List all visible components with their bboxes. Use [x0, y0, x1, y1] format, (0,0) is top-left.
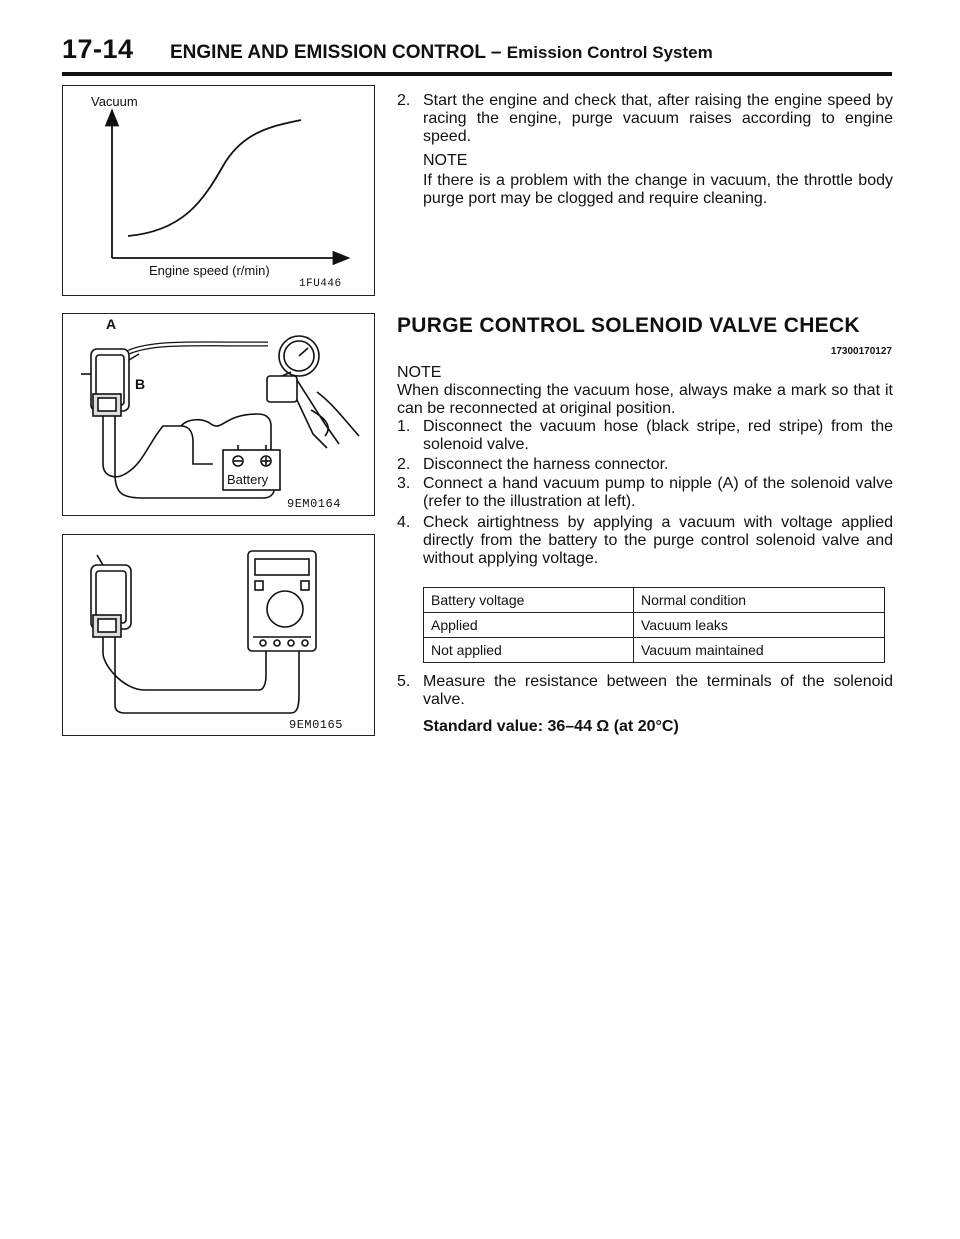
standard-value: Standard value: 36–44 Ω (at 20°C): [423, 718, 679, 735]
vacuum-curve: [128, 120, 301, 236]
step-number: 3.: [397, 475, 411, 492]
test-lead-2: [115, 651, 299, 713]
x-axis-label: Engine speed (r/min): [149, 263, 270, 278]
page-header: [62, 30, 892, 74]
table-cell: Not applied: [424, 638, 634, 663]
hand-vacuum-pump: [267, 376, 297, 402]
step-number: 4.: [397, 514, 411, 531]
table-header-cell: Battery voltage: [424, 588, 634, 613]
nipple-b-label: B: [135, 376, 146, 392]
condition-table: [423, 587, 885, 663]
nipple-a-label: A: [106, 316, 117, 332]
header-subsection: Emission Control System: [506, 43, 713, 62]
intro-note-text: If there is a problem with the change in vacuum, the throttle body purge port may be clogged and require cleaning.: [423, 172, 893, 207]
step-number: 1.: [397, 418, 411, 435]
step-number: 2.: [397, 456, 411, 473]
step-text: Connect a hand vacuum pump to nipple (A) of the solenoid valve (refer to the illustration at left).: [423, 475, 893, 510]
table-header-cell: Normal condition: [634, 588, 885, 613]
step-number: 5.: [397, 673, 411, 690]
vacuum-graph-figure: [62, 85, 375, 296]
step-text: Measure the resistance between the terminals of the solenoid valve.: [423, 673, 893, 708]
table-cell: Vacuum leaks: [634, 613, 885, 638]
header-separator: –: [490, 42, 502, 63]
section-title: PURGE CONTROL SOLENOID VALVE CHECK: [397, 314, 860, 337]
step-text: Disconnect the vacuum hose (black stripe, red stripe) from the solenoid valve.: [423, 418, 893, 453]
table-header-row: [424, 588, 885, 613]
test-lead-1: [103, 651, 266, 690]
header-title: [170, 42, 713, 64]
battery-label: Battery: [227, 472, 269, 487]
step-text: Check airtightness by applying a vacuum with voltage applied directly from the battery to the purge control solenoid valve and without applying voltage.: [423, 514, 893, 567]
wire-negative: [103, 426, 213, 477]
table-row: [424, 638, 885, 663]
figure-code: 9EM0165: [289, 718, 343, 732]
table-cell: Applied: [424, 613, 634, 638]
figure-code: 1FU446: [299, 278, 342, 290]
figure-code: 9EM0164: [287, 497, 341, 511]
ohmmeter: [248, 551, 316, 651]
step-text: Start the engine and check that, after raising the engine speed by racing the engine, purge vacuum raises according to engine speed.: [423, 92, 893, 145]
section-note-label: NOTE: [397, 364, 442, 381]
intro-note-label: NOTE: [423, 152, 468, 169]
section-code: 17300170127: [830, 346, 892, 357]
table-cell: Vacuum maintained: [634, 638, 885, 663]
y-axis-label: Vacuum: [91, 94, 138, 109]
step-number: 2.: [397, 92, 411, 109]
solenoid-valve: [91, 555, 131, 653]
header-rule: [62, 72, 892, 76]
solenoid-valve: [81, 349, 139, 430]
section-note-text: When disconnecting the vacuum hose, always make a mark so that it can be reconnected at original position.: [397, 382, 893, 417]
page-number: 17-14: [62, 34, 134, 64]
table-row: [424, 613, 885, 638]
step-text: Disconnect the harness connector.: [423, 456, 669, 473]
vacuum-pump-figure: [62, 313, 375, 516]
header-section: ENGINE AND EMISSION CONTROL: [170, 42, 486, 63]
ohmmeter-figure: [62, 534, 375, 736]
